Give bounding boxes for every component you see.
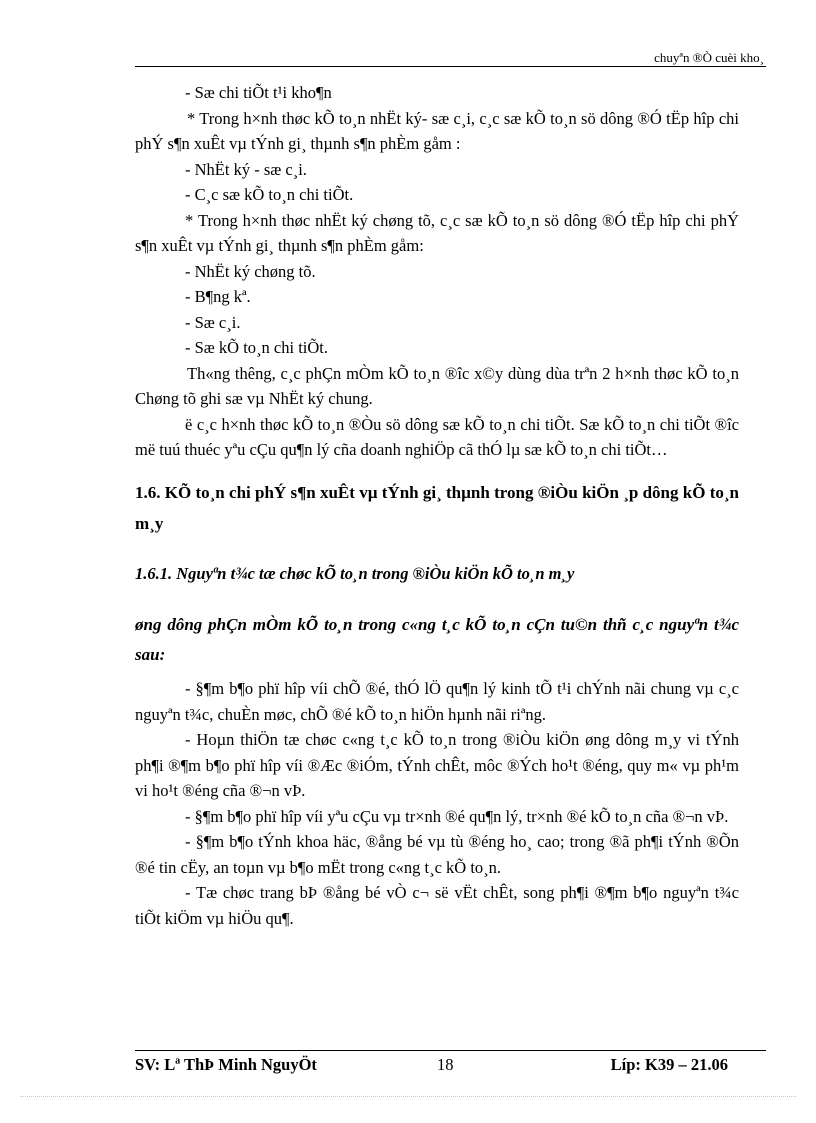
footer-rule	[135, 1050, 766, 1051]
subsection-heading: 1.6.1. Nguyªn t¾c tæ chøc kÕ to¸n trong ®iÒu kiÖn kÕ to¸n m¸y	[135, 563, 575, 583]
body-line: - Sæ chi tiÕt t¹i kho¶n	[185, 83, 332, 102]
principle-item: - §¶m b¶o phï hîp víi yªu cÇu vµ tr×nh ®é qu¶n lý, tr×nh ®é kÕ to¸n cña ®¬n vÞ.	[185, 806, 729, 826]
page-body	[135, 80, 739, 931]
page-number: 18	[437, 1055, 454, 1074]
footer-student-name: SV: Lª ThÞ Minh NguyÖt	[135, 1055, 317, 1074]
body-paragraph: Th«ng thêng, c¸c phÇn mÒm kÕ to¸n ®îc x©y dùng dùa trªn 2 h×nh thøc kÕ to¸n Chøng tõ ghi sæ vµ NhËt ký chung.	[135, 363, 739, 408]
header-rule	[135, 66, 766, 67]
section-heading: 1.6. KÕ to¸n chi phÝ s¶n xuÊt vµ tÝnh gi¸ thµnh trong ®iÒu kiÖn ¸p dông kÕ to¸n m¸y	[135, 482, 739, 533]
body-line: - Sæ kÕ to¸n chi tiÕt.	[185, 338, 328, 357]
lead-heading: øng dông phÇn mÒm kÕ to¸n trong c«ng t¸c kÕ to¸n cÇn tu©n thñ c¸c nguyªn t¾c sau:	[135, 615, 739, 664]
body-line: - NhËt ký chøng tõ.	[185, 261, 316, 281]
principle-item: - §¶m b¶o tÝnh khoa häc, ®ång bé vµ tù ®éng ho¸ cao; trong ®ã ph¶i tÝnh ®Õn ®é tin cËy, an toµn vµ b¶o mËt trong c«ng t¸c kÕ to¸n.	[135, 832, 739, 877]
principle-item: - §¶m b¶o phï hîp víi chÕ ®é, thÓ lÖ qu¶n lý kinh tÕ t¹i chÝnh nãi chung vµ c¸c nguyªn t¾c, chuÈn møc, chÕ ®é kÕ to¸n hiÖn hµnh nãi riªng.	[135, 679, 739, 724]
running-header: chuyªn ®Ò cuèi kho¸	[654, 50, 764, 65]
page-edge-dots	[20, 1096, 796, 1097]
principle-item: - Tæ chøc trang bÞ ®ång bé vÒ c¬ së vËt chÊt, song ph¶i ®¶m b¶o nguyªn t¾c tiÕt kiÖm vµ hiÖu qu¶.	[135, 883, 739, 928]
body-line: - Sæ c¸i.	[185, 312, 241, 332]
body-line: - NhËt ký - sæ c¸i.	[185, 159, 307, 179]
body-line: - B¶ng kª.	[185, 287, 251, 306]
body-paragraph: * Trong h×nh thøc nhËt ký chøng tõ, c¸c sæ kÕ to¸n sö dông ®Ó tËp hîp chi phÝ s¶n xuÊt vµ tÝnh gi¸ thµnh s¶n phÈm gåm:	[135, 210, 739, 255]
body-paragraph: ë c¸c h×nh thøc kÕ to¸n ®Òu sö dông sæ kÕ to¸n chi tiÕt. Sæ kÕ to¸n chi tiÕt ®îc më tuú thuéc yªu cÇu qu¶n lý cña doanh nghiÖp cã thÓ lµ sæ kÕ to¸n chi tiÕt…	[135, 414, 739, 459]
body-paragraph: * Trong h×nh thøc kÕ to¸n nhËt ký- sæ c¸i, c¸c sæ kÕ to¸n sö dông ®Ó tËp hîp chi phÝ s¶n xuÊt vµ tÝnh gi¸ thµnh s¶n phÈm gåm :	[135, 108, 739, 153]
principle-item: - Hoµn thiÖn tæ chøc c«ng t¸c kÕ to¸n trong ®iÒu kiÖn øng dông m¸y vi tÝnh ph¶i ®¶m b¶o phï hîp víi ®Æc ®iÓm, tÝnh chÊt, môc ®Ých ho¹t ®éng, quy m« vµ ph¹m vi ho¹t ®éng cña ®¬n vÞ.	[135, 730, 739, 800]
body-line: - C¸c sæ kÕ to¸n chi tiÕt.	[185, 185, 354, 204]
footer-class: Líp: K39 – 21.06	[610, 1055, 728, 1074]
